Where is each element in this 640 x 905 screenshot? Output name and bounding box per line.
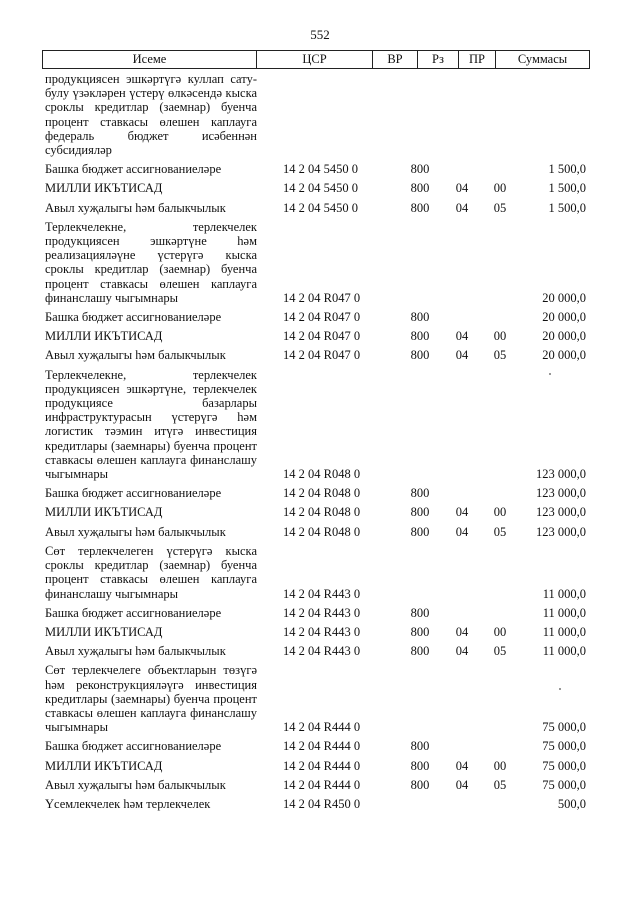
- cell-vr: 800: [410, 758, 430, 773]
- cell-name: Башка бюджет ассигнованиеләре: [45, 739, 222, 754]
- cell-sum: 20 000,0: [542, 310, 586, 325]
- cell-csr: 14 2 04 R047 0: [283, 290, 361, 305]
- cell-name: Авыл хуҗалыгы һәм балыкчылык: [45, 348, 226, 363]
- cell-name: Авыл хуҗалыгы һәм балыкчылык: [45, 777, 226, 792]
- cell-csr: 14 2 04 R048 0: [283, 486, 361, 501]
- cell-pr: 00: [493, 624, 507, 639]
- cell-name: Башка бюджет ассигнованиеләре: [45, 162, 222, 177]
- cell-pr: 05: [493, 644, 507, 659]
- cell-csr: 14 2 04 R444 0: [283, 758, 361, 773]
- cell-rz: 04: [455, 505, 469, 520]
- cell-vr: 800: [410, 162, 430, 177]
- cell-sum: 123 000,0: [536, 524, 586, 539]
- cell-sum: 20 000,0: [542, 348, 586, 363]
- cell-name: Сөт терлекчелеген үстерүгә кыска сроклы кредитлар (заемнар) буенча процент ставкасы өлешен каплауга финанслашу чыгымнары: [45, 543, 257, 601]
- table-row: [42, 644, 590, 658]
- table-row: [42, 505, 590, 519]
- cell-csr: 14 2 04 R444 0: [283, 777, 361, 792]
- cell-csr: 14 2 04 R443 0: [283, 624, 361, 639]
- cell-csr: 14 2 04 R047 0: [283, 310, 361, 325]
- cell-name: Терлекчелекне, терлекчелек продукциясен эшкәртүне, терлекчелек продукциясе базарлары инфраструктурасын үстерүгә һәм логистик тәэмин итүгә инвестиция кредитлары (заемнары) буенча процент ставкасы өлешен каплауга финанслашу чыгымнары: [45, 367, 257, 482]
- table-row: [42, 663, 590, 734]
- cell-rz: 04: [455, 644, 469, 659]
- cell-name: МИЛЛИ ИКЪТИСАД: [45, 758, 163, 773]
- table-row: [42, 525, 590, 539]
- table-row: [42, 625, 590, 639]
- cell-csr: 14 2 04 R450 0: [283, 796, 361, 811]
- cell-pr: 05: [493, 777, 507, 792]
- header-name: Исеме: [43, 51, 257, 69]
- cell-csr: 14 2 04 R047 0: [283, 348, 361, 363]
- cell-rz: 04: [455, 348, 469, 363]
- cell-vr: 800: [410, 777, 430, 792]
- cell-name: МИЛЛИ ИКЪТИСАД: [45, 329, 163, 344]
- cell-sum: 20 000,0: [542, 290, 586, 305]
- cell-vr: 800: [410, 310, 430, 325]
- cell-vr: 800: [410, 605, 430, 620]
- cell-name: МИЛЛИ ИКЪТИСАД: [45, 505, 163, 520]
- cell-vr: 800: [410, 200, 430, 215]
- cell-csr: 14 2 04 R443 0: [283, 586, 361, 601]
- cell-csr: 14 2 04 R443 0: [283, 605, 361, 620]
- cell-rz: 04: [455, 329, 469, 344]
- cell-csr: 14 2 04 5450 0: [283, 162, 358, 177]
- cell-csr: 14 2 04 5450 0: [283, 200, 358, 215]
- table-row: [42, 368, 590, 482]
- cell-vr: 800: [410, 624, 430, 639]
- cell-name: Авыл хуҗалыгы һәм балыкчылык: [45, 524, 226, 539]
- table-row: [42, 778, 590, 792]
- cell-sum: 11 000,0: [542, 624, 586, 639]
- cell-sum: 20 000,0: [542, 329, 586, 344]
- cell-name: Башка бюджет ассигнованиеләре: [45, 486, 222, 501]
- cell-sum: 123 000,0: [536, 505, 586, 520]
- cell-sum: 1 500,0: [548, 181, 586, 196]
- cell-vr: 800: [410, 505, 430, 520]
- cell-sum: 123 000,0: [536, 467, 586, 482]
- cell-sum: 11 000,0: [542, 586, 586, 601]
- cell-sum: 75 000,0: [542, 739, 586, 754]
- cell-csr: 14 2 04 R048 0: [283, 467, 361, 482]
- cell-rz: 04: [455, 777, 469, 792]
- cell-rz: 04: [455, 524, 469, 539]
- table-row: [42, 201, 590, 215]
- cell-name: МИЛЛИ ИКЪТИСАД: [45, 624, 163, 639]
- cell-name: Терлекчелекне, терлекчелек продукциясен эшкәртүне һәм реализацияләүне үстерүгә кыска сроклы кредитлар (заемнар) буенча процент ставкасы өлешен каплауга финанслашу чыгымнары: [45, 219, 257, 305]
- table-row: [42, 72, 590, 157]
- cell-sum: 1 500,0: [548, 162, 586, 177]
- header-sum: Суммасы: [496, 51, 590, 69]
- cell-vr: 800: [410, 524, 430, 539]
- cell-sum: 123 000,0: [536, 486, 586, 501]
- table-row: [42, 544, 590, 601]
- cell-csr: 14 2 04 5450 0: [283, 181, 358, 196]
- table-header: [42, 50, 590, 69]
- cell-pr: 00: [493, 505, 507, 520]
- table-row: [42, 797, 590, 811]
- cell-csr: 14 2 04 R444 0: [283, 720, 361, 735]
- table-row: [42, 162, 590, 176]
- table-row: [42, 310, 590, 324]
- cell-pr: 00: [493, 758, 507, 773]
- cell-pr: 00: [493, 329, 507, 344]
- cell-sum: 75 000,0: [542, 758, 586, 773]
- cell-name: Авыл хуҗалыгы һәм балыкчылык: [45, 644, 226, 659]
- cell-csr: 14 2 04 R443 0: [283, 644, 361, 659]
- table-row: [42, 486, 590, 500]
- cell-vr: 800: [410, 181, 430, 196]
- cell-vr: 800: [410, 739, 430, 754]
- cell-csr: 14 2 04 R048 0: [283, 505, 361, 520]
- table-row: [42, 181, 590, 195]
- header-rz: Рз: [418, 51, 459, 69]
- cell-name: продукциясен эшкәртүгә куллап сату-булу үзәкләрен үстерү өлкәсендә кыска сроклы кредитлар (заемнар) буенча процент ставкасы өлешен каплауга федераль бюджет исәбеннән субсидияләр: [45, 72, 257, 158]
- cell-vr: 800: [410, 348, 430, 363]
- page-number: 552: [310, 27, 330, 42]
- cell-rz: 04: [455, 758, 469, 773]
- table-row: [42, 606, 590, 620]
- cell-csr: 14 2 04 R048 0: [283, 524, 361, 539]
- cell-sum: 500,0: [557, 796, 586, 811]
- cell-rz: 04: [455, 624, 469, 639]
- cell-pr: 00: [493, 181, 507, 196]
- header-vr: ВР: [373, 51, 418, 69]
- cell-sum: 1 500,0: [548, 200, 586, 215]
- cell-pr: 05: [493, 200, 507, 215]
- table-row: [42, 329, 590, 343]
- cell-rz: 04: [455, 181, 469, 196]
- cell-rz: 04: [455, 200, 469, 215]
- header-csr: ЦСР: [257, 51, 373, 69]
- header-pr: ПР: [459, 51, 496, 69]
- cell-pr: 05: [493, 524, 507, 539]
- cell-sum: 75 000,0: [542, 777, 586, 792]
- cell-name: Авыл хуҗалыгы һәм балыкчылык: [45, 200, 226, 215]
- table-row: [42, 348, 590, 362]
- scan-speck: [549, 373, 551, 375]
- cell-name: Сөт терлекчелеге объектларын төзүгә һәм реконструкцияләүгә инвестиция кредитлары (заемнары) буенча процент ставкасы өлешен каплауга финанслашу чыгымнары: [45, 663, 257, 735]
- cell-name: Башка бюджет ассигнованиеләре: [45, 310, 222, 325]
- cell-vr: 800: [410, 486, 430, 501]
- table-row: [42, 759, 590, 773]
- cell-name: Башка бюджет ассигнованиеләре: [45, 605, 222, 620]
- cell-pr: 05: [493, 348, 507, 363]
- cell-name: МИЛЛИ ИКЪТИСАД: [45, 181, 163, 196]
- cell-sum: 11 000,0: [542, 605, 586, 620]
- cell-sum: 11 000,0: [542, 644, 586, 659]
- table-row: [42, 739, 590, 753]
- cell-vr: 800: [410, 329, 430, 344]
- cell-name: Үсемлекчелек һәм терлекчелек: [45, 796, 211, 811]
- cell-vr: 800: [410, 644, 430, 659]
- scan-speck: [559, 688, 561, 690]
- cell-sum: 75 000,0: [542, 720, 586, 735]
- cell-csr: 14 2 04 R444 0: [283, 739, 361, 754]
- cell-csr: 14 2 04 R047 0: [283, 329, 361, 344]
- table-row: [42, 220, 590, 305]
- table-body: [42, 72, 590, 816]
